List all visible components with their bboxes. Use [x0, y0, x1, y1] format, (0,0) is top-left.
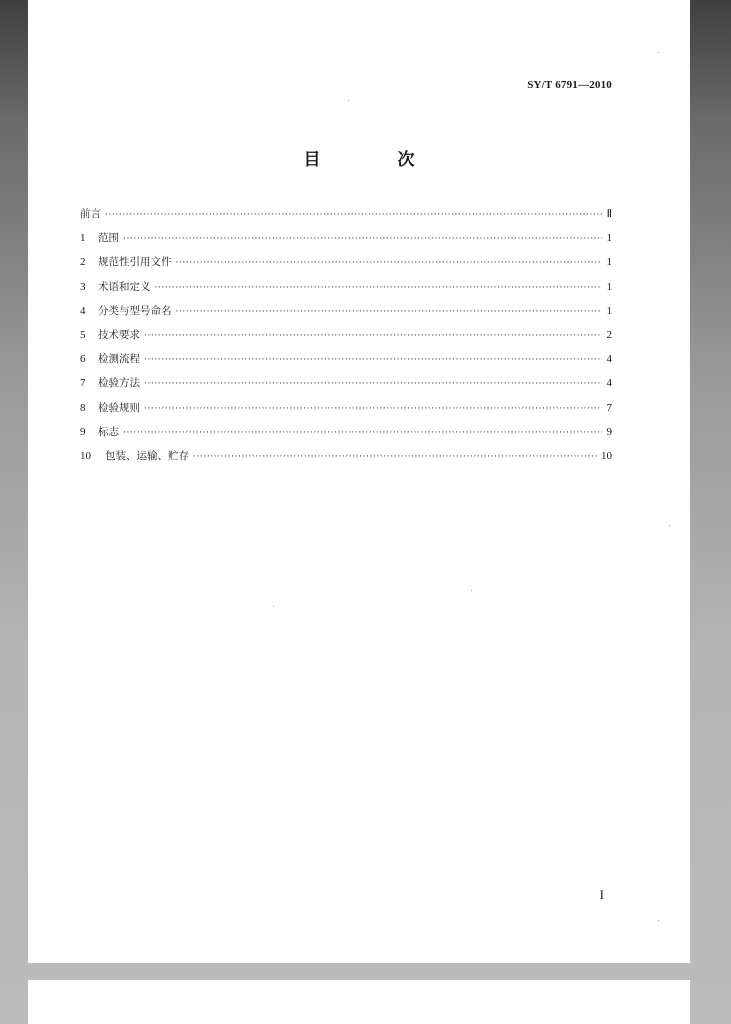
toc-entry-label: 规范性引用文件 [98, 256, 172, 269]
document-page [28, 0, 690, 963]
toc-entry-page: 1 [606, 232, 612, 245]
toc-entry-number: 8 [80, 401, 86, 414]
toc-entry-10[interactable] [80, 444, 612, 468]
toc-entry-label: 检验规则 [98, 401, 140, 414]
toc-entry-1[interactable] [80, 226, 612, 250]
toc-dot-leader [155, 276, 603, 300]
toc-entry-number: 2 [80, 256, 86, 269]
toc-entry-7[interactable] [80, 371, 612, 395]
toc-entry-label: 前言 [80, 208, 101, 220]
toc-entry-number: 3 [80, 280, 86, 293]
toc-entry-page: 1 [606, 304, 612, 317]
toc-dot-leader [123, 421, 602, 445]
document-code: SY/T 6791—2010 [527, 79, 612, 91]
toc-dot-leader [176, 300, 603, 324]
toc-entry-page: 4 [606, 377, 612, 390]
toc-entry-5[interactable] [80, 323, 612, 347]
toc-dot-leader [144, 372, 602, 396]
toc-dot-leader [176, 251, 603, 275]
next-page-preview [28, 980, 690, 1024]
toc-entry-page: Ⅱ [606, 208, 612, 220]
toc-entry-label: 技术要求 [98, 328, 140, 341]
scan-speck [658, 52, 659, 53]
toc-entry-label: 检测流程 [98, 353, 140, 366]
toc-entry-label: 范围 [98, 232, 119, 245]
toc-entry-label: 分类与型号命名 [98, 304, 172, 317]
toc-dot-leader [144, 348, 602, 372]
toc-entry-page: 10 [601, 449, 612, 462]
toc-entry-label: 标志 [98, 425, 119, 438]
toc-entry-number: 5 [80, 328, 86, 341]
toc-entry-number: 6 [80, 353, 86, 366]
scan-speck [471, 590, 472, 591]
scan-speck [348, 100, 349, 101]
toc-entry-label: 包装、运输、贮存 [105, 449, 189, 462]
toc-entry-9[interactable] [80, 420, 612, 444]
scan-speck [669, 525, 670, 526]
toc-entry-foreword[interactable] [80, 202, 612, 226]
toc-entry-page: 9 [606, 425, 612, 438]
toc-entry-page: 2 [606, 328, 612, 341]
page-title: 目 次 [303, 150, 445, 170]
toc-dot-leader [123, 227, 602, 251]
toc-dot-leader [193, 445, 597, 469]
table-of-contents [80, 202, 612, 468]
toc-entry-page: 4 [606, 353, 612, 366]
toc-dot-leader [105, 203, 602, 227]
toc-entry-3[interactable] [80, 275, 612, 299]
toc-entry-number: 7 [80, 377, 86, 390]
toc-entry-label: 术语和定义 [98, 280, 151, 293]
toc-entry-2[interactable] [80, 250, 612, 274]
toc-entry-number: 10 [80, 449, 91, 462]
toc-entry-page: 1 [606, 280, 612, 293]
toc-dot-leader [144, 324, 602, 348]
toc-entry-page: 7 [606, 401, 612, 414]
toc-entry-6[interactable] [80, 347, 612, 371]
page-number: I [599, 887, 604, 902]
toc-entry-number: 1 [80, 232, 86, 245]
scan-speck [273, 606, 274, 607]
toc-dot-leader [144, 397, 602, 421]
toc-entry-number: 9 [80, 425, 86, 438]
toc-entry-4[interactable] [80, 299, 612, 323]
toc-entry-number: 4 [80, 304, 86, 317]
scan-speck [658, 920, 659, 921]
toc-entry-page: 1 [606, 256, 612, 269]
toc-entry-label: 检验方法 [98, 377, 140, 390]
toc-entry-8[interactable] [80, 396, 612, 420]
